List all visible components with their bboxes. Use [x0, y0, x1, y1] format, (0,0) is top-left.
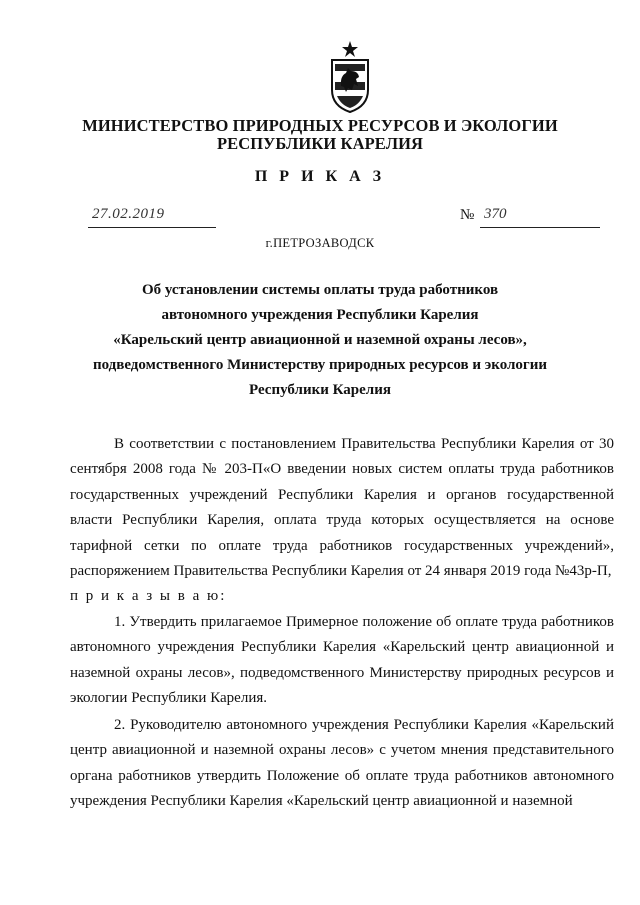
karelia-coat-of-arms-icon [326, 40, 374, 114]
subject-line: автономного учреждения Республики Карелия [161, 307, 479, 323]
order-title: П Р И К А З [254, 168, 386, 185]
item-1-paragraph [70, 610, 614, 712]
subject-line: «Карельский центр авиационной и наземной охраны лесов», [113, 332, 527, 348]
preamble-text: В соответствии с постановлением Правительства Республики Карелия от 30 сентября 2008 года № 203-П«О введении новых систем оплаты труда работников государственных учреждений Республики Карелия и органов государственной власти Республики Карелия, оплата труда которых осуществляется на основе тарифной сетки по оплате труда работников государственных учреждений», распоряжением Правительства Республики Карелия от 24 января 2019 года №43р-П, [70, 436, 614, 580]
city-name: г.ПЕТРОЗАВОДСК [265, 236, 375, 250]
item-2-paragraph [70, 713, 614, 815]
subject-line: Об установлении системы оплаты труда работников [141, 282, 499, 298]
order-word: п р и к а з ы в а ю: [70, 588, 227, 605]
order-number-sign: № [460, 207, 475, 223]
order-date-field [88, 203, 216, 228]
ministry-name-line1: МИНИСТЕРСТВО ПРИРОДНЫХ РЕСУРСОВ И ЭКОЛОГИИ [82, 116, 558, 135]
ministry-name-line2: РЕСПУБЛИКИ КАРЕЛИЯ [216, 134, 424, 153]
preamble-paragraph [70, 432, 614, 610]
order-number-field [480, 203, 600, 228]
subject-line: подведомственного Министерству природных ресурсов и экологии [92, 357, 548, 373]
order-number: 370 [484, 206, 507, 222]
order-date: 27.02.2019 [92, 206, 165, 222]
subject-line: Республики Карелия [249, 382, 391, 398]
item-1-text: 1. Утвердить прилагаемое Примерное положение об оплате труда работников автономного учреждения Республики Карелия «Карельский центр авиационной и наземной охраны лесов», подведомственного Министерству природных ресурсов и экологии Республики Карелия. [70, 614, 614, 707]
item-2-text: 2. Руководителю автономного учреждения Республики Карелия «Карельский центр авиационной и наземной охраны лесов» с учетом мнения представительного органа работников утвердить Положение об оплате труда работников автономного учреждения Республики Карелия «Карельский центр авиационной и наземной [70, 717, 614, 810]
